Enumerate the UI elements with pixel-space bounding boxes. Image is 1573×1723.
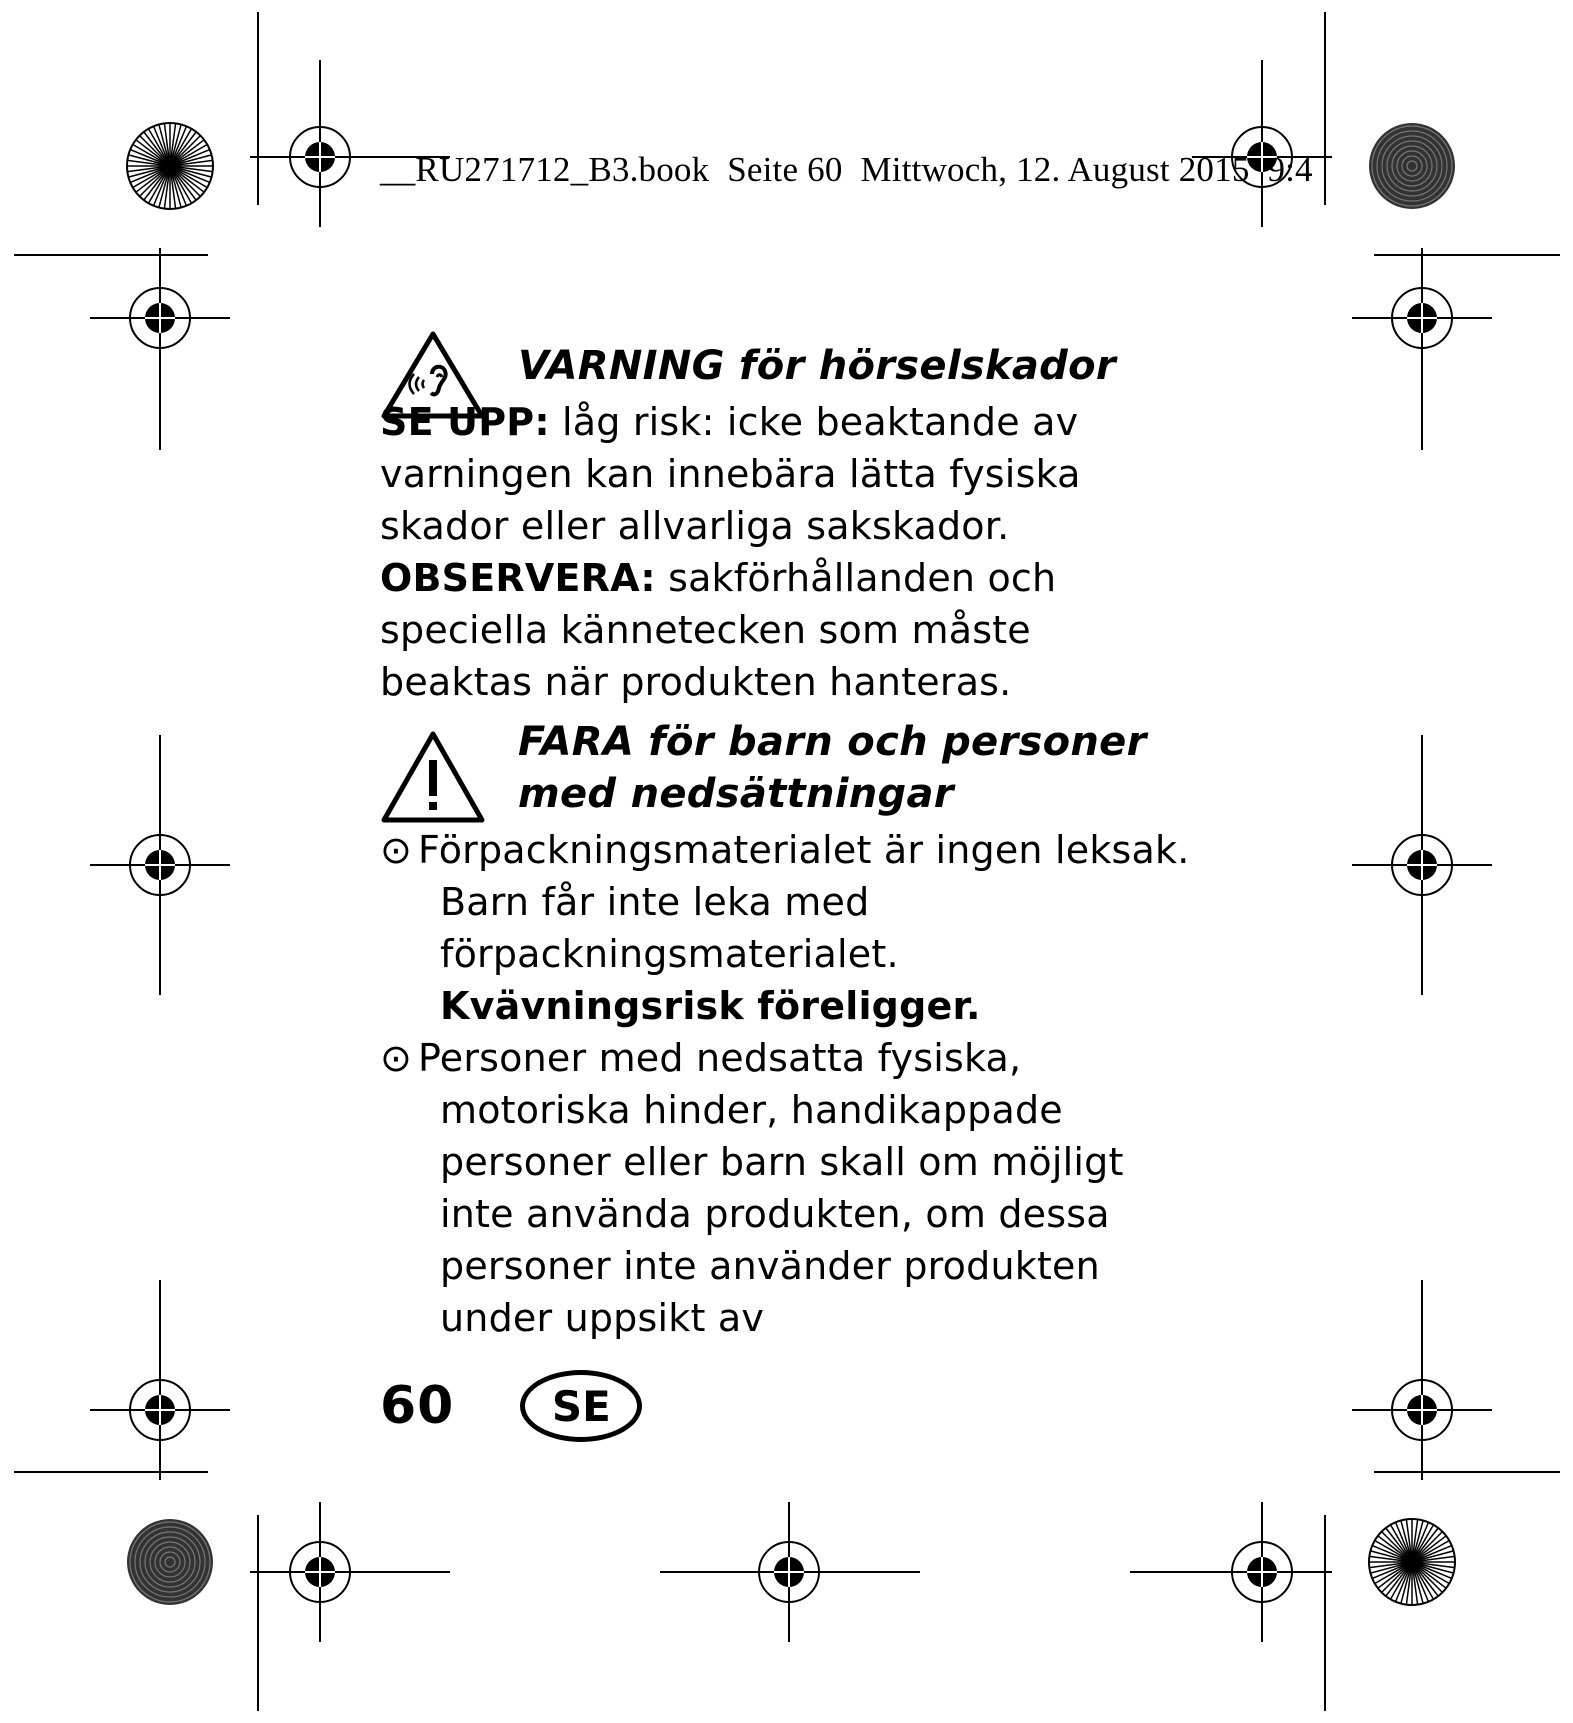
starburst-icon [1369, 1519, 1455, 1605]
hearing-warning-heading: VARNING för hörselskador [518, 343, 1116, 389]
bullet-icon: ⊙ [380, 828, 413, 872]
list-item [380, 824, 1190, 1032]
hearing-warning-section [380, 330, 1190, 392]
registration-target-icon [90, 248, 230, 388]
registration-target-icon [90, 795, 230, 935]
hearing-warning-icon [380, 330, 486, 420]
note-label: OBSERVERA: [380, 556, 656, 600]
bullet2-text: Personer med nedsatta fysiska, motoriska hinder, handikappade personer eller barn skall om möjligt inte använda produkten, om dessa personer inte använder produkten under uppsikt av [418, 1036, 1124, 1340]
registration-target-icon [1352, 795, 1492, 935]
note-text: sakförhållanden och speciella kännetecken som måste beaktas när produkten hanteras. [380, 556, 1057, 704]
caution-paragraph [380, 396, 1190, 552]
manual-page-content [380, 330, 1190, 1344]
header-page-label: Seite 60 [727, 150, 843, 189]
registration-target-icon [90, 1340, 230, 1480]
concentric-rings-icon [1369, 123, 1455, 209]
registration-target-icon [250, 1502, 390, 1642]
bullet-icon: ⊙ [380, 1036, 413, 1080]
registration-target-icon [1352, 248, 1492, 388]
starburst-icon [127, 123, 213, 209]
language-badge: SE [520, 1370, 642, 1442]
exclamation-warning-icon [380, 730, 486, 824]
page-footer [380, 1370, 642, 1442]
list-item [380, 1032, 1190, 1344]
header-time: 9:4 [1267, 150, 1313, 189]
header-prefix: __ [380, 150, 416, 189]
danger-heading-line2: med nedsättningar [518, 771, 954, 817]
print-header [380, 150, 1313, 190]
concentric-rings-icon [127, 1519, 213, 1605]
page-number: 60 [380, 1376, 455, 1436]
registration-target-icon [1352, 1340, 1492, 1480]
bullet1-bold: Kvävningsrisk föreligger. [440, 984, 981, 1028]
danger-heading-line1: FARA för barn och personer [518, 719, 1147, 765]
bullet1-text: Förpackningsmaterialet är ingen leksak. Barn får inte leka med förpackningsmaterialet. [418, 828, 1190, 976]
header-filename: RU271712_B3.book [415, 150, 710, 189]
caution-text: låg risk: icke beaktande av varningen kan innebära lätta fysiska skador eller allvarliga sakskador. [380, 400, 1081, 548]
danger-section [380, 716, 1190, 820]
registration-target-icon [1192, 1502, 1332, 1642]
header-date: Mittwoch, 12. August 2015 [860, 150, 1250, 189]
note-paragraph [380, 552, 1190, 708]
registration-target-icon [719, 1502, 859, 1642]
caution-label: SE UPP: [380, 400, 550, 444]
